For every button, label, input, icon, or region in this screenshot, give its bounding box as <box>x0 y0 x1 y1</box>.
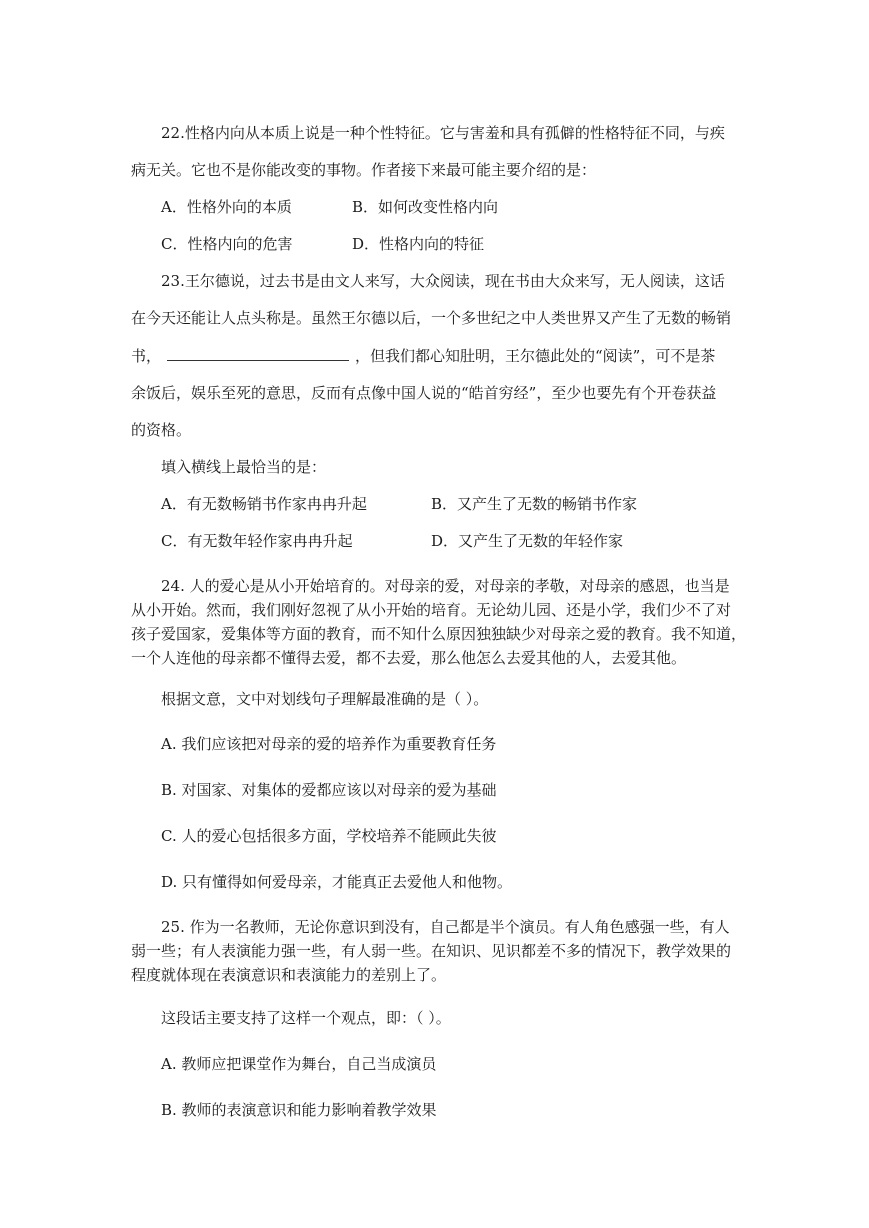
q22-line-1: 22.性格内向从本质上说是一种个性特征。它与害羞和具有孤僻的性格特征不同，与疾 <box>161 124 725 142</box>
q23-option-d: D．又产生了无数的年轻作家 <box>431 532 624 550</box>
q25-option-a: A. 教师应把课堂作为舞台，自己当成演员 <box>161 1055 437 1073</box>
q24-option-c: C. 人的爱心包括很多方面，学校培养不能顾此失彼 <box>161 827 497 845</box>
q23-option-c: C．有无数年轻作家冉冉升起 <box>161 532 353 550</box>
q23-option-b: B．又产生了无数的畅销书作家 <box>431 495 638 513</box>
q23-line-5: 的资格。 <box>131 421 192 439</box>
q23-line-1: 23.王尔德说，过去书是由文人来写，大众阅读，现在书由大众来写，无人阅读，这话 <box>161 272 725 290</box>
q23-option-a: A．有无数畅销书作家冉冉升起 <box>161 495 367 513</box>
q22-line-2: 病无关。它也不是你能改变的事物。作者接下来最可能主要介绍的是： <box>131 161 597 179</box>
q24-line-4: 一个人连他的母亲都不懂得去爱，都不去爱，那么他怎么去爱其他的人，去爱其他。 <box>131 649 687 667</box>
q24-prompt: 根据文意，文中对划线句子理解最准确的是（ ）。 <box>161 690 489 708</box>
q24-option-a: A. 我们应该把对母亲的爱的培养作为重要教育任务 <box>161 735 497 753</box>
q24-line-3: 孩子爱国家，爱集体等方面的教育，而不知什么原因独独缺少对母亲之爱的教育。我不知道， <box>131 625 747 643</box>
q23-line-3-start: 书， <box>131 347 162 365</box>
q25-line-3: 程度就体现在表演意识和表演能力的差别上了。 <box>131 966 447 984</box>
fill-in-blank <box>167 346 349 361</box>
q24-line-1: 24. 人的爱心是从小开始培育的。对母亲的爱，对母亲的孝敬，对母亲的感恩，也当是 <box>161 577 730 595</box>
q23-line-2: 在今天还能让人点头称是。虽然王尔德以后，一个多世纪之中人类世界又产生了无数的畅销 <box>131 309 732 327</box>
q24-line-2: 从小开始。然而，我们刚好忽视了从小开始的培育。无论幼儿园、还是小学，我们少不了对 <box>131 601 732 619</box>
q23-line-4: 余饭后，娱乐至死的意思，反而有点像中国人说的“皓首穷经”，至少也要先有个开卷获益 <box>131 384 717 402</box>
q22-option-d: D．性格内向的特征 <box>352 235 485 253</box>
q23-line-3 <box>131 346 715 366</box>
q22-option-b: B．如何改变性格内向 <box>352 198 499 216</box>
q23-prompt: 填入横线上最恰当的是： <box>161 458 327 476</box>
q24-option-b: B. 对国家、对集体的爱都应该以对母亲的爱为基础 <box>161 781 497 799</box>
q23-line-3-end: ，但我们都心知肚明，王尔德此处的“阅读”，可不是茶 <box>355 347 716 365</box>
q22-option-c: C．性格内向的危害 <box>161 235 293 253</box>
q25-prompt: 这段话主要支持了这样一个观点，即：（ ）。 <box>161 1009 451 1027</box>
q25-option-b: B. 教师的表演意识和能力影响着教学效果 <box>161 1101 437 1119</box>
q25-line-1: 25. 作为一名教师，无论你意识到没有，自己都是半个演员。有人角色感强一些，有人 <box>161 918 730 936</box>
q22-option-a: A．性格外向的本质 <box>161 198 292 216</box>
q24-option-d: D. 只有懂得如何爱母亲，才能真正去爱他人和他物。 <box>161 873 513 891</box>
q25-line-2: 弱一些；有人表演能力强一些，有人弱一些。在知识、见识都差不多的情况下，教学效果的 <box>131 942 732 960</box>
